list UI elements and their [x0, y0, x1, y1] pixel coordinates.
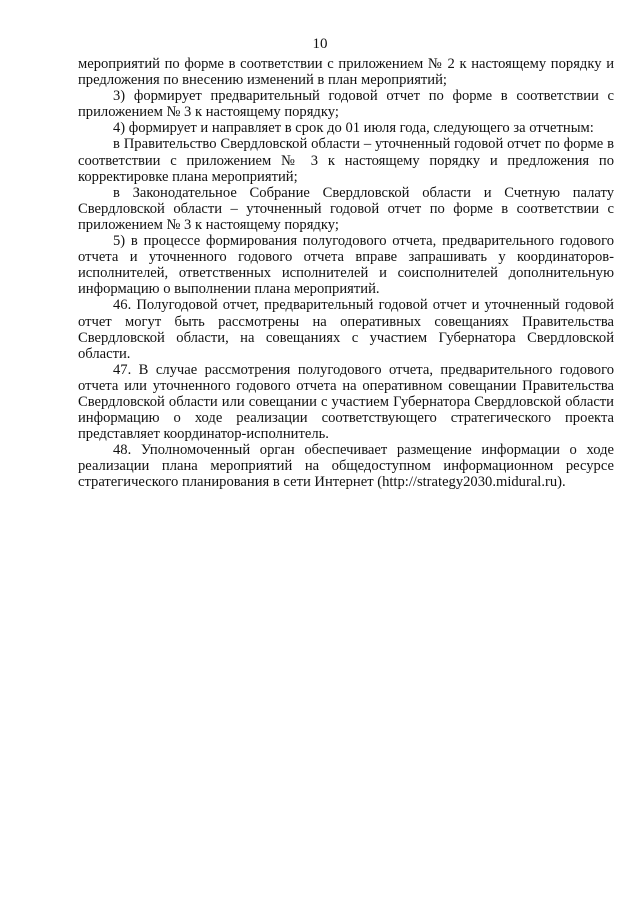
paragraph-item-5: 5) в процессе формирования полугодового отчета, предварительного годового отчета и уточненного годового отчета вправе запрашивать у координаторов-исполнителей, ответственных исполнителей и соисполнителей дополнительную информацию о выполнении плана мероприятий.: [78, 233, 614, 298]
paragraph-government: в Правительство Свердловской области – уточненный годовой отчет по форме в соответствии с приложением № 3 к настоящему порядку и предложения по корректировке плана мероприятий;: [78, 136, 614, 185]
paragraph-legislative-assembly: в Законодательное Собрание Свердловской области и Счетную палату Свердловской области – уточненный годовой отчет по форме в соответствии с приложением № 3 к настоящему порядку;: [78, 184, 614, 233]
paragraph-clause-48: 48. Уполномоченный орган обеспечивает размещение информации о ходе реализации плана мероприятий на общедоступном информационном ресурсе стратегического планирования в сети Интернет (http://strategy2030.midural.ru).: [78, 442, 614, 491]
paragraph-clause-46: 46. Полугодовой отчет, предварительный годовой отчет и уточненный годовой отчет могут быть рассмотрены на оперативных совещаниях Правительства Свердловской области, на совещаниях с участием Губернатора Свердловской области.: [78, 297, 614, 362]
paragraph-continuation: мероприятий по форме в соответствии с приложением № 2 к настоящему порядку и предложения по внесению изменений в план мероприятий;: [78, 56, 614, 89]
page-number: 10: [312, 36, 328, 52]
document-body: [78, 56, 614, 491]
paragraph-item-4: 4) формирует и направляет в срок до 01 июля года, следующего за отчетным:: [113, 120, 594, 137]
paragraph-clause-47: 47. В случае рассмотрения полугодового отчета, предварительного годового отчета или уточненного годового отчета на оперативном совещании Правительства Свердловской области или совещании с участием Губернатора Свердловской области информацию о ходе реализации соответствующего стратегического проекта представляет координатор-исполнитель.: [78, 361, 614, 443]
paragraph-item-3: 3) формирует предварительный годовой отчет по форме в соответствии с приложением № 3 к настоящему порядку;: [78, 88, 614, 121]
